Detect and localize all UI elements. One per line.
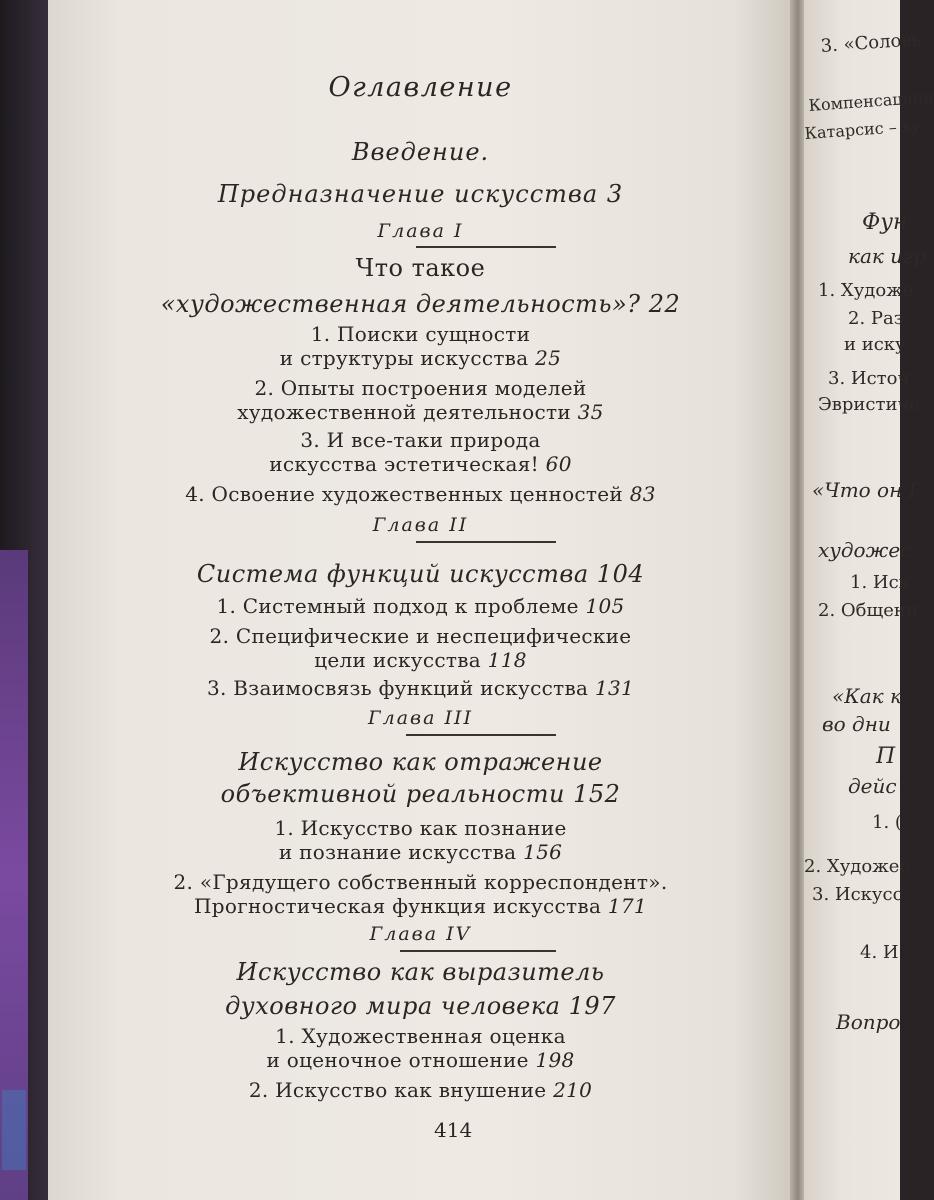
right-fragment: Вопро (836, 1010, 901, 1034)
intro-label: Введение. (351, 138, 490, 166)
chapter-1-rule (416, 246, 556, 248)
chapter-1-title-line-1: Что такое (355, 254, 486, 282)
right-page (804, 0, 934, 1200)
right-fragment: как игр (848, 244, 926, 268)
chapter-3-label: Глава III (368, 707, 473, 729)
right-fragment: Фун (862, 210, 908, 235)
chapter-1-title-line-2: «художественная деятельность»? 22 (160, 290, 681, 318)
chapter-2-title: Система функций искусства 104 (196, 560, 645, 588)
chapter-2-entry-2-line-2: цели искусства 118 (314, 648, 527, 672)
right-fragment: 1. Художе (818, 280, 914, 301)
right-fragment: и иску (844, 334, 906, 355)
spine-lettering (2, 1090, 26, 1170)
chapter-1-entry-2-line-2: художественной деятельности 35 (237, 400, 604, 424)
chapter-2-entry-1: 1. Системный подход к проблеме 105 (216, 594, 625, 618)
toc-heading: Оглавление (328, 72, 513, 103)
right-fragment: 3. Искусс (812, 884, 903, 905)
chapter-1-entry-4: 4. Освоение художественных ценностей 83 (185, 482, 656, 506)
chapter-3-entry-1-line-2: и познание искусства 156 (278, 840, 563, 864)
chapter-4-entry-1-line-1: 1. Художественная оценка (275, 1024, 566, 1048)
intro-title: Предназначение искусства 3 (217, 180, 624, 208)
chapter-4-rule (400, 950, 556, 952)
chapter-1-label: Глава I (377, 220, 464, 242)
chapter-3-entry-2-line-2: Прогностическая функция искусства 171 (194, 894, 647, 918)
right-fragment: П (876, 744, 896, 769)
chapter-4-label: Глава IV (369, 923, 472, 945)
right-fragment: Эвристиче (818, 394, 921, 415)
right-fragment: 4. И (860, 942, 899, 963)
chapter-3-entry-1-line-1: 1. Искусство как познание (274, 816, 567, 840)
right-fragment: художес (818, 538, 912, 562)
chapter-3-title-line-2: объективной реальности 152 (220, 780, 621, 808)
chapter-4-entry-1-line-2: и оценочное отношение 198 (266, 1048, 575, 1072)
right-fragment: «Как к (832, 684, 902, 708)
chapter-2-label: Глава II (372, 514, 469, 536)
right-fragment: 1. Иск (850, 572, 910, 593)
chapter-4-title-line-2: духовного мира человека 197 (225, 992, 616, 1020)
chapter-1-entry-3-line-1: 3. И все-таки природа (300, 428, 541, 452)
page-number: 414 (434, 1118, 473, 1142)
right-fragment: дейс (848, 774, 897, 798)
chapter-2-entry-2-line-1: 2. Специфические и неспецифические (209, 624, 632, 648)
chapter-1-entry-2-line-1: 2. Опыты построения моделей (254, 376, 587, 400)
chapter-3-title-line-1: Искусство как отражение (238, 748, 603, 776)
chapter-4-title-line-1: Искусство как выразитель (236, 958, 605, 986)
chapter-2-rule (416, 541, 556, 543)
right-fragment: во дни (822, 712, 891, 736)
chapter-1-entry-1-line-1: 1. Поиски сущности (310, 322, 531, 346)
right-fragment: «Что он I (812, 478, 917, 502)
right-fragment: 1. ( (872, 812, 902, 833)
chapter-4-entry-2: 2. Искусство как внушение 210 (248, 1078, 593, 1102)
table-of-contents (48, 0, 793, 1200)
right-fragment: 2. Раз (848, 308, 904, 329)
right-fragment: 3. Источ (828, 368, 910, 389)
right-fragment: 2. Общени (818, 600, 918, 621)
chapter-3-rule (406, 734, 556, 736)
chapter-1-entry-3-line-2: искусства эстетическая! 60 (269, 452, 572, 476)
chapter-2-entry-3: 3. Взаимосвязь функций искусства 131 (206, 676, 635, 700)
right-fragment: 2. Художес (804, 856, 910, 877)
chapter-1-entry-1-line-2: и структуры искусства 25 (279, 346, 562, 370)
right-fragment: 3. «Соловь (820, 28, 922, 57)
right-fragment: Компенсацион (808, 87, 934, 115)
chapter-3-entry-2-line-1: 2. «Грядущего собственный корреспондент». (173, 870, 668, 894)
right-fragment: Катарсис – ху (804, 115, 921, 143)
